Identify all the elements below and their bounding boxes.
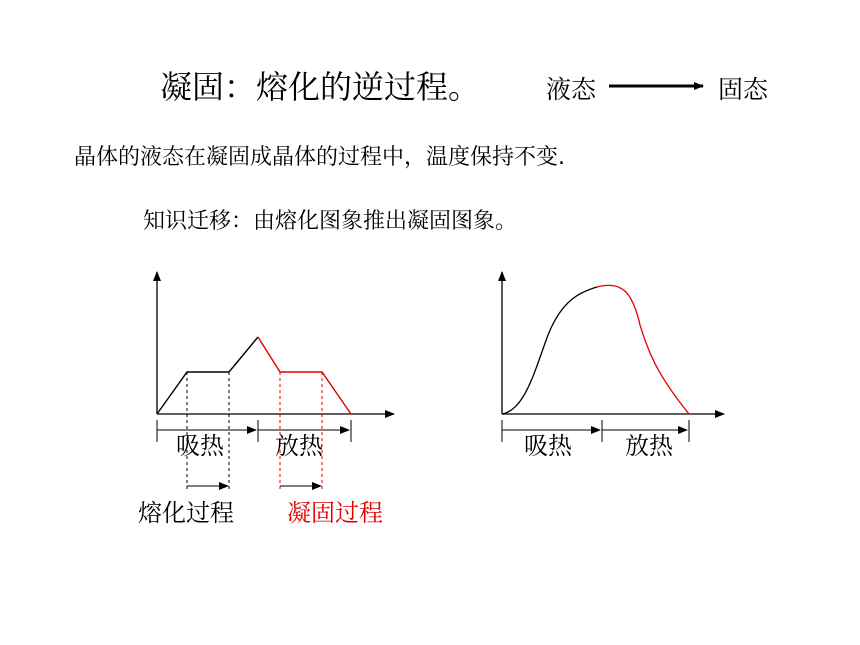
right-release-heat-label: 放热 bbox=[625, 432, 673, 460]
cooling-curve bbox=[597, 285, 689, 414]
right-absorb-heat-label: 吸热 bbox=[524, 432, 572, 460]
melting-process-label: 熔化过程 bbox=[138, 499, 234, 527]
knowledge-transfer-text: 知识迁移：由熔化图象推出凝固图象。 bbox=[143, 209, 518, 234]
state-liquid-label: 液态 bbox=[546, 75, 597, 104]
right-graph bbox=[502, 272, 724, 442]
left-absorb-heat-label: 吸热 bbox=[176, 432, 224, 460]
state-solid-label: 固态 bbox=[718, 75, 769, 104]
melting-curve bbox=[157, 337, 258, 414]
solidification-process-label: 凝固过程 bbox=[287, 499, 383, 527]
heating-curve bbox=[502, 287, 597, 414]
page-title: 凝固：熔化的逆过程。 bbox=[160, 68, 481, 106]
left-release-heat-label: 放热 bbox=[275, 432, 323, 460]
solidification-curve bbox=[258, 337, 351, 414]
crystal-solidification-statement: 晶体的液态在凝固成晶体的过程中，温度保持不变. bbox=[74, 145, 565, 170]
